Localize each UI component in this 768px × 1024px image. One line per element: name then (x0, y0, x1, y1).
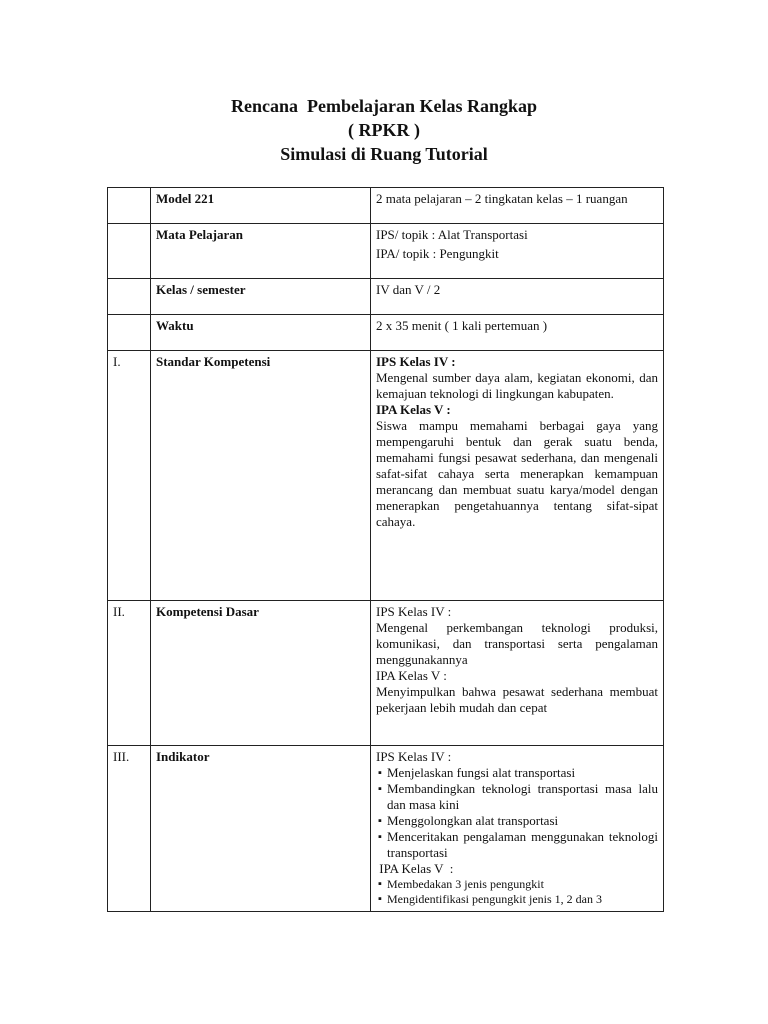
table-row-model (108, 188, 664, 224)
row-value-standar-kompetensi (371, 351, 664, 601)
list-item: ▪ Membandingkan teknologi transportasi masa lalu dan masa kini (376, 781, 658, 813)
row-label-indikator: Indikator (151, 746, 371, 912)
sk-ips-text: Mengenal sumber daya alam, kegiatan ekonomi, dan kemajuan teknologi di lingkungan kabupaten. (376, 370, 658, 401)
row-number-cell (108, 279, 151, 315)
row-number-cell (108, 188, 151, 224)
table-row-standar-kompetensi (108, 351, 664, 601)
list-item: ▪ Mengidentifikasi pengungkit jenis 1, 2 dan 3 (376, 892, 658, 907)
row-number: II. (108, 601, 151, 746)
ind-ips-heading: IPS Kelas IV : (376, 749, 452, 764)
row-label-kompetensi-dasar: Kompetensi Dasar (151, 601, 371, 746)
row-value-model: 2 mata pelajaran – 2 tingkatan kelas – 1 ruangan (371, 188, 664, 224)
row-label-waktu: Waktu (151, 315, 371, 351)
ind-ipa-list (376, 877, 658, 907)
table-row-mata-pelajaran (108, 224, 664, 279)
ind-ipa-heading: IPA Kelas V : (376, 861, 454, 876)
title-line-1: Rencana Pembelajaran Kelas Rangkap (231, 96, 537, 116)
kd-ips-text: Mengenal perkembangan teknologi produksi, komunikasi, dan transportasi serta pengalaman menggunakannya (376, 620, 658, 667)
row-number: I. (108, 351, 151, 601)
kd-ipa-heading: IPA Kelas V : (376, 668, 447, 683)
row-value-indikator (371, 746, 664, 912)
list-item: ▪ Menggolongkan alat transportasi (376, 813, 658, 829)
sk-ips-heading: IPS Kelas IV : (376, 354, 456, 369)
table-row-indikator (108, 746, 664, 912)
title-line-2: ( RPKR ) (348, 120, 420, 140)
row-label-standar-kompetensi: Standar Kompetensi (151, 351, 371, 601)
row-value-kelas: IV dan V / 2 (371, 279, 664, 315)
list-item: ▪ Membedakan 3 jenis pengungkit (376, 877, 658, 892)
lesson-plan-table (107, 187, 664, 912)
table-row-kompetensi-dasar (108, 601, 664, 746)
sk-ipa-heading: IPA Kelas V : (376, 402, 451, 417)
row-number-cell (108, 315, 151, 351)
row-number: III. (108, 746, 151, 912)
table-row-kelas-semester (108, 279, 664, 315)
row-value-mata-pelajaran (371, 224, 664, 279)
list-item: ▪ Menjelaskan fungsi alat transportasi (376, 765, 658, 781)
list-item: ▪ Menceritakan pengalaman menggunakan teknologi transportasi (376, 829, 658, 861)
row-label-mata-pelajaran: Mata Pelajaran (151, 224, 371, 279)
row-value-kompetensi-dasar (371, 601, 664, 746)
sk-ipa-text: Siswa mampu memahami berbagai gaya yang mempengaruhi bentuk dan gerak suatu benda, memahami fungsi pesawat sederhana, dan mengenali safat-sifat cahaya serta menerapkan kemampuan merancang dan membuat suatu karya/model dengan menerapkan pengetahuannya tentang sifat-sipat cahaya. (376, 418, 658, 529)
row-label-model: Model 221 (151, 188, 371, 224)
document-title (0, 94, 768, 166)
title-line-3: Simulasi di Ruang Tutorial (280, 144, 488, 164)
table-row-waktu (108, 315, 664, 351)
ind-ips-list (376, 765, 658, 861)
kd-ips-heading: IPS Kelas IV : (376, 604, 452, 619)
row-number-cell (108, 224, 151, 279)
mapel-ipa: IPA/ topik : Pengungkit (376, 246, 499, 261)
kd-ipa-text: Menyimpulkan bahwa pesawat sederhana membuat pekerjaan lebih mudah dan cepat (376, 684, 658, 715)
row-label-kelas: Kelas / semester (151, 279, 371, 315)
row-value-waktu: 2 x 35 menit ( 1 kali pertemuan ) (371, 315, 664, 351)
mapel-ips: IPS/ topik : Alat Transportasi (376, 227, 528, 242)
